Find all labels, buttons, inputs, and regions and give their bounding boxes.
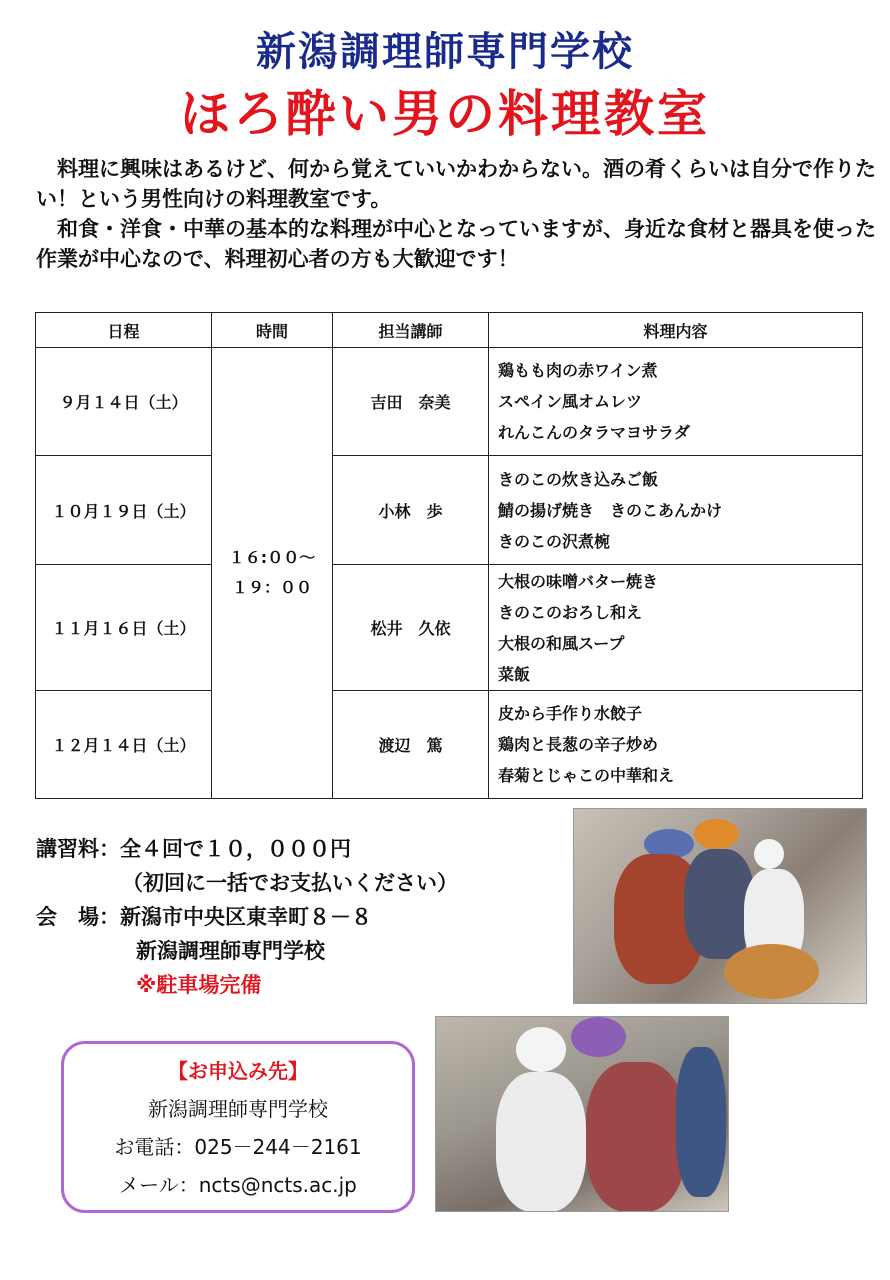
event-info — [36, 832, 458, 1002]
fee-row — [36, 832, 458, 866]
venue-address: 新潟市中央区東幸町８－８ — [120, 905, 372, 929]
intro-paragraph-1: 料理に興味はあるけど、何から覚えていいかわからない。酒の肴くらいは自分で作りたい！という男性向けの料理教室です。 — [36, 157, 876, 211]
menu-item: きのこのおろし和え — [498, 602, 643, 622]
header-menu: 料理内容 — [489, 313, 863, 348]
row-teacher: 渡辺 篤 — [333, 691, 489, 799]
menu-item: 菜飯 — [498, 664, 531, 684]
venue-label: 会 場： — [36, 905, 120, 929]
menu-item: 鯖の揚げ焼き きのこあんかけ — [498, 500, 723, 520]
contact-phone: お電話：025－244－2161 — [114, 1135, 362, 1159]
row-date: １２月１４日（土） — [36, 691, 212, 799]
menu-item: 鶏もも肉の赤ワイン煮 — [498, 361, 658, 380]
row-date: １０月１９日（土） — [36, 456, 212, 565]
intro-paragraph-2: 和食・洋食・中華の基本的な料理が中心となっていますが、身近な食材と器具を使った作業が中心なので、料理初心者の方も大歓迎です！ — [36, 217, 876, 271]
venue-name: 新潟調理師専門学校 — [136, 939, 325, 963]
menu-item: 春菊とじゃこの中華和え — [498, 766, 675, 785]
class-time — [212, 348, 333, 799]
table-row — [36, 456, 863, 565]
contact-email: メール：ncts@ncts.ac.jp — [119, 1173, 357, 1197]
header-date: 日程 — [36, 313, 212, 348]
table-row — [36, 691, 863, 799]
menu-item: 大根の和風スープ — [498, 633, 625, 653]
table-header-row — [36, 313, 863, 348]
row-teacher: 小林 歩 — [333, 456, 489, 565]
fee-value: 全４回で１０，０００円 — [120, 837, 351, 861]
cooking-class-photo — [435, 1016, 729, 1212]
menu-item: 大根の味噌バター焼き — [498, 571, 659, 591]
parking-note: ※駐車場完備 — [136, 973, 262, 997]
school-name: 新潟調理師専門学校 — [256, 29, 634, 75]
menu-item: 鶏肉と長葱の辛子炒め — [498, 735, 659, 754]
header-teacher: 担当講師 — [333, 313, 489, 348]
row-teacher: 吉田 奈美 — [333, 348, 489, 456]
contact-heading: 【お申込み先】 — [168, 1059, 308, 1083]
menu-item: スペイン風オムレツ — [498, 392, 643, 411]
row-menu — [489, 691, 863, 799]
row-date: １１月１６日（土） — [36, 565, 212, 691]
intro-text — [36, 154, 876, 274]
row-date: ９月１４日（土） — [36, 348, 212, 456]
page-title: ほろ酔い男の料理教室 — [180, 85, 710, 143]
cooking-class-photo — [573, 808, 867, 1004]
venue-row — [36, 900, 458, 934]
schedule-table — [35, 312, 863, 799]
row-teacher: 松井 久依 — [333, 565, 489, 691]
contact-school: 新潟調理師専門学校 — [148, 1097, 328, 1121]
table-row — [36, 565, 863, 691]
time-start: １６:００～ — [228, 548, 316, 567]
application-contact-box — [61, 1041, 415, 1213]
fee-label: 講習料： — [36, 837, 120, 861]
table-row — [36, 348, 863, 456]
fee-note: （初回に一括でお支払いください） — [122, 871, 458, 895]
menu-item: れんこんのタラマヨサラダ — [498, 423, 690, 442]
header-time: 時間 — [212, 313, 333, 348]
menu-item: 皮から手作り水餃子 — [498, 704, 643, 723]
row-menu — [489, 348, 863, 456]
menu-item: きのこの沢煮椀 — [498, 531, 611, 551]
menu-item: きのこの炊き込みご飯 — [498, 469, 659, 489]
row-menu — [489, 456, 863, 565]
time-end: １９：００ — [231, 578, 312, 597]
row-menu — [489, 565, 863, 691]
